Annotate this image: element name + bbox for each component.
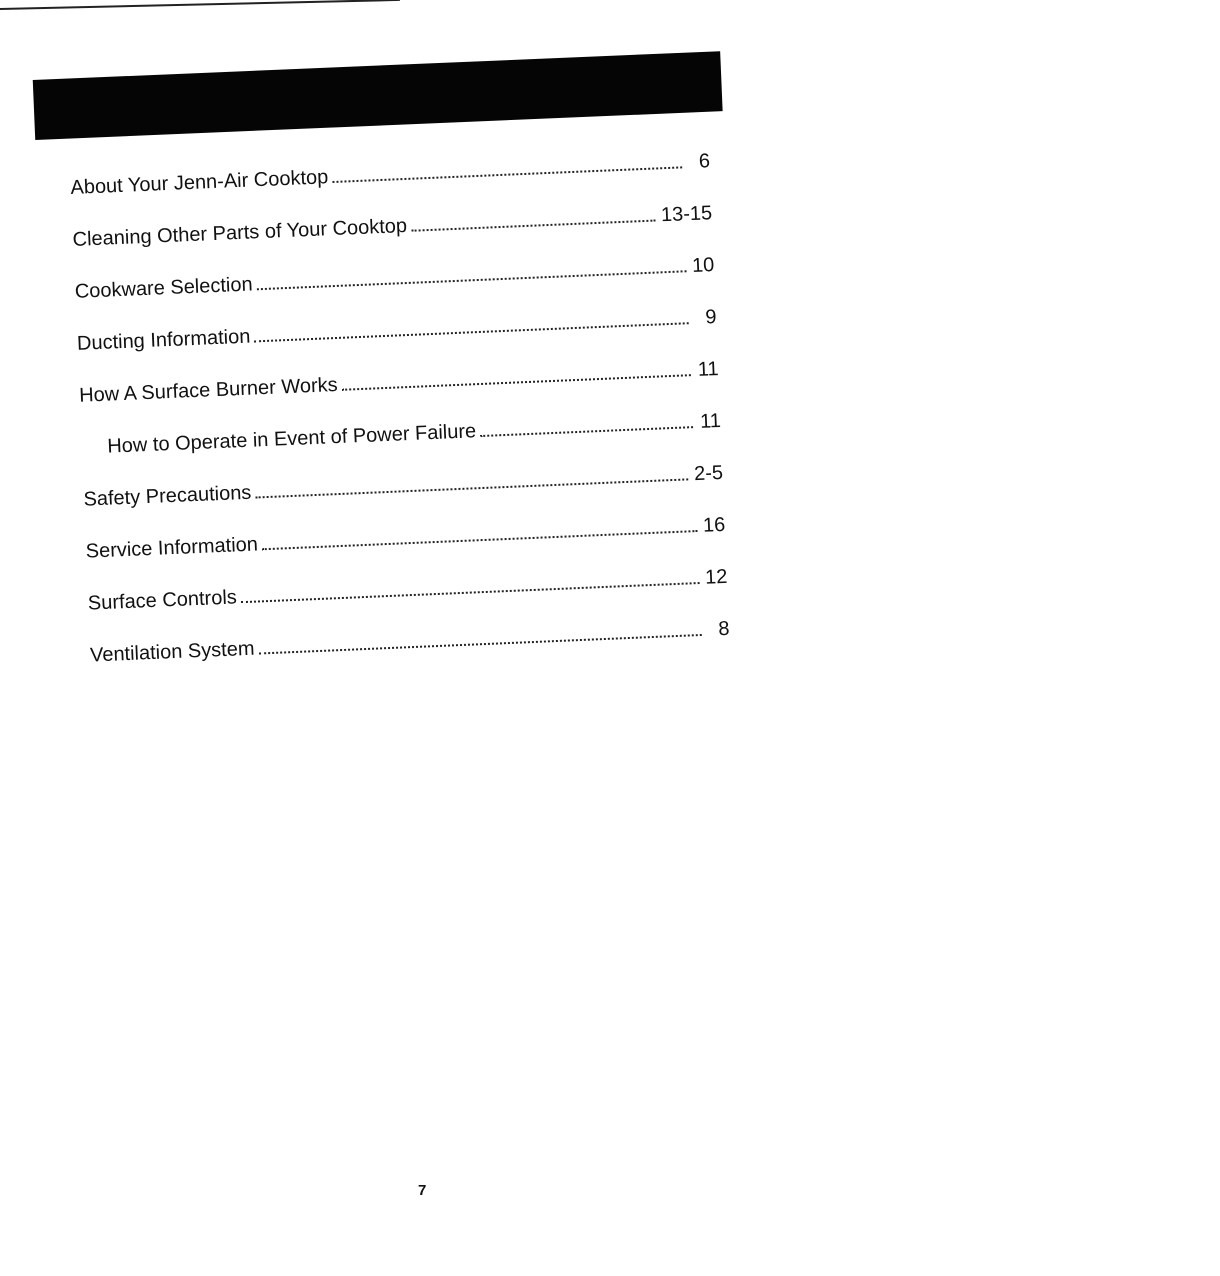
- toc-entry-label: Cookware Selection: [74, 273, 254, 303]
- toc-leader-dots: [241, 582, 699, 603]
- top-rule: [0, 0, 400, 10]
- toc-leader-dots: [480, 426, 693, 437]
- toc-leader-dots: [259, 634, 702, 655]
- toc-entry-label: How A Surface Burner Works: [78, 373, 339, 407]
- toc-entry-page: 11: [697, 358, 720, 381]
- toc-entry-label: How to Operate in Event of Power Failure: [106, 420, 477, 458]
- toc-leader-dots: [332, 166, 682, 183]
- toc-leader-dots: [411, 220, 655, 232]
- toc-leader-dots: [342, 374, 691, 391]
- toc-leader-dots: [255, 478, 688, 498]
- toc-entry-label: Cleaning Other Parts of Your Cooktop: [72, 214, 408, 251]
- toc-entry-page: 9: [704, 306, 717, 329]
- toc-entry-page: 13-15: [660, 202, 713, 227]
- toc-entry-label: Safety Precautions: [83, 481, 252, 511]
- toc-entry-page: 12: [704, 565, 728, 589]
- toc-entry-label: About Your Jenn-Air Cooktop: [70, 166, 329, 199]
- toc-entry-label: Service Information: [85, 533, 259, 563]
- toc-entry-page: 16: [702, 513, 726, 537]
- header-bar: [33, 51, 723, 140]
- toc-entry-label: Ventilation System: [89, 637, 255, 667]
- table-of-contents: [70, 149, 731, 695]
- toc-leader-dots: [262, 530, 697, 550]
- toc-leader-dots: [257, 270, 687, 290]
- toc-entry-page: 8: [717, 617, 730, 641]
- toc-entry-label: Surface Controls: [87, 586, 238, 615]
- toc-entry-page: 11: [699, 409, 722, 433]
- toc-entry-page: 2-5: [693, 461, 724, 486]
- toc-entry-page: 10: [691, 254, 715, 278]
- toc-entry-label: Ducting Information: [76, 325, 251, 355]
- page-number: 7: [418, 1182, 427, 1199]
- toc-leader-dots: [254, 322, 688, 342]
- toc-entry-page: 6: [698, 150, 711, 173]
